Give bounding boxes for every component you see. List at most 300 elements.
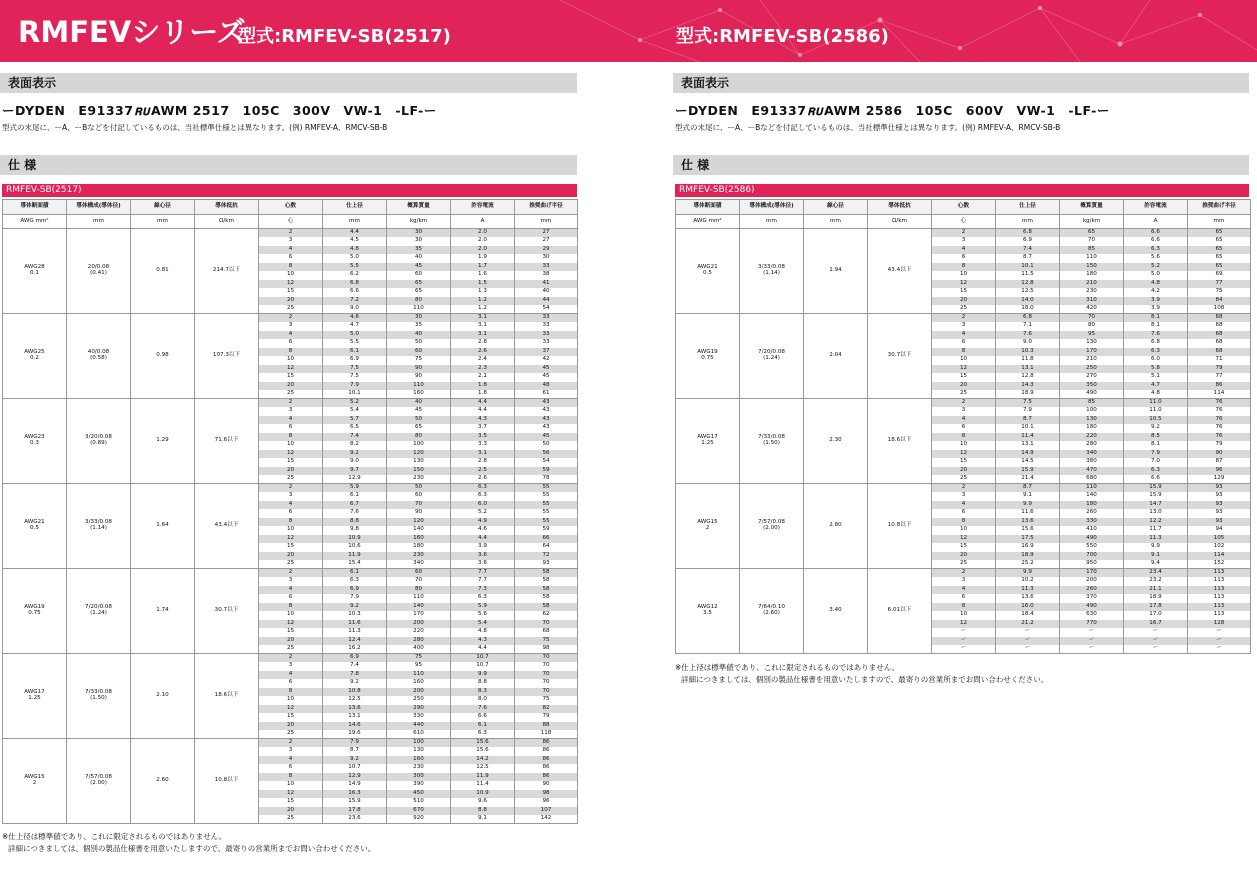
bend-radius-value: 70 <box>515 679 578 688</box>
finished-diameter-value: 5.2 <box>323 399 387 408</box>
bend-radius-value: 68 <box>1188 331 1251 340</box>
ul-mark-icon: 𝐑𝐔 <box>807 107 824 118</box>
cores-value: 25 <box>259 560 323 569</box>
current-value: 23.4 <box>1124 569 1188 578</box>
conductor-diameter-value: (1.50) <box>90 695 107 701</box>
bend-radius-value: 152 <box>1188 560 1251 569</box>
construction-value: 7/57/0.08 <box>85 774 112 781</box>
current-value: 6.6 <box>1124 237 1188 246</box>
weight-value: 80 <box>387 433 451 442</box>
current-value: 16.7 <box>1124 620 1188 629</box>
finished-diameter-value: 6.6 <box>323 288 387 297</box>
resistance-value: 107.3以下 <box>195 314 259 399</box>
table-row <box>3 484 578 493</box>
weight-value: 140 <box>387 603 451 612</box>
weight-value: 440 <box>387 722 451 731</box>
weight-value: 75 <box>387 654 451 663</box>
current-value: 7.0 <box>1124 458 1188 467</box>
unit-header: kg/km <box>1060 215 1124 229</box>
current-value: 17.0 <box>1124 611 1188 620</box>
weight-value: 230 <box>387 552 451 561</box>
weight-value: 450 <box>387 790 451 799</box>
conductor-size-cell <box>3 314 67 399</box>
finished-diameter-value: 16.2 <box>323 645 387 654</box>
cores-value: 8 <box>932 433 996 442</box>
weight-value: 70 <box>1060 314 1124 323</box>
weight-value: 160 <box>387 535 451 544</box>
mm2-value: 0.2 <box>30 355 39 361</box>
bend-radius-value: 29 <box>515 246 578 255</box>
current-value: 8.8 <box>451 679 515 688</box>
cores-value: 4 <box>259 671 323 680</box>
current-value: 6.3 <box>451 730 515 739</box>
current-value: 1.8 <box>451 390 515 399</box>
current-value: 3.6 <box>451 552 515 561</box>
cores-value: 6 <box>932 594 996 603</box>
mm2-value: 2 <box>32 780 37 786</box>
weight-value: 140 <box>387 526 451 535</box>
weight-value: 90 <box>387 365 451 374</box>
right-spec-heading: 仕 様 <box>673 155 1249 175</box>
cores-value: 3 <box>259 747 323 756</box>
cores-value: ー <box>932 628 996 637</box>
finished-diameter-value: 10.1 <box>996 424 1060 433</box>
conductor-diameter-value: (2.00) <box>90 780 107 786</box>
cores-value: 25 <box>259 390 323 399</box>
ul-mark-icon: 𝐑𝐔 <box>134 107 151 118</box>
table-row <box>676 229 1251 238</box>
cores-value: 10 <box>259 526 323 535</box>
conductor-construction-cell <box>67 314 131 399</box>
cores-value: 10 <box>259 271 323 280</box>
resistance-value: 18.6以下 <box>195 654 259 739</box>
weight-value: 260 <box>1060 509 1124 518</box>
current-value: 4.4 <box>451 535 515 544</box>
core-diameter-value: 1.29 <box>131 399 195 484</box>
cores-value: 4 <box>259 586 323 595</box>
finished-diameter-value: 12.8 <box>996 373 1060 382</box>
right-table-title: RMFEV-SB(2586) <box>675 184 1249 197</box>
core-diameter-value: 2.80 <box>804 484 868 569</box>
cores-value: 2 <box>259 399 323 408</box>
finished-diameter-value: 10.3 <box>996 348 1060 357</box>
header-row <box>3 200 578 215</box>
current-value: 5.2 <box>1124 263 1188 272</box>
conductor-construction-cell <box>740 399 804 484</box>
bend-radius-value: ー <box>1188 628 1251 637</box>
resistance-value: 43.4以下 <box>868 229 932 314</box>
cores-value: ー <box>932 645 996 654</box>
bend-radius-value: 76 <box>1188 433 1251 442</box>
finished-diameter-value: 10.3 <box>323 611 387 620</box>
bend-radius-value: 55 <box>515 484 578 493</box>
weight-value: 50 <box>387 339 451 348</box>
construction-value: 7/20/0.08 <box>85 604 112 611</box>
current-value: 3.7 <box>451 424 515 433</box>
column-header: 線心径 <box>804 200 868 215</box>
current-value: 2.8 <box>451 458 515 467</box>
bend-radius-value: 86 <box>515 756 578 765</box>
finished-diameter-value: 14.9 <box>996 450 1060 459</box>
conductor-diameter-value: (1.14) <box>90 525 107 531</box>
cores-value: 25 <box>932 560 996 569</box>
weight-value: 130 <box>1060 339 1124 348</box>
weight-value: 550 <box>1060 543 1124 552</box>
bend-radius-value: 33 <box>515 322 578 331</box>
bend-radius-value: 88 <box>515 722 578 731</box>
bend-radius-value: 64 <box>515 543 578 552</box>
current-value: 4.7 <box>1124 382 1188 391</box>
conductor-diameter-value: (1.24) <box>90 610 107 616</box>
cores-value: 4 <box>932 501 996 510</box>
current-value: 1.3 <box>451 288 515 297</box>
current-value: 3.9 <box>1124 297 1188 306</box>
bend-radius-value: 43 <box>515 407 578 416</box>
construction-value: 3/33/0.08 <box>85 519 112 526</box>
weight-value: 180 <box>1060 424 1124 433</box>
current-value: 6.8 <box>1124 339 1188 348</box>
current-value: 1.7 <box>451 263 515 272</box>
finished-diameter-value: 11.3 <box>323 628 387 637</box>
bend-radius-value: 87 <box>1188 458 1251 467</box>
cores-value: 12 <box>259 450 323 459</box>
current-value: 2.8 <box>451 339 515 348</box>
bend-radius-value: 43 <box>515 416 578 425</box>
current-value: 7.9 <box>1124 450 1188 459</box>
conductor-construction-cell <box>67 484 131 569</box>
weight-value: 290 <box>387 705 451 714</box>
weight-value: 340 <box>1060 450 1124 459</box>
finished-diameter-value: 7.5 <box>996 399 1060 408</box>
current-value: 9.9 <box>1124 543 1188 552</box>
conductor-size-cell <box>3 654 67 739</box>
right-marking-line <box>675 101 1110 119</box>
finished-diameter-value: 7.6 <box>996 331 1060 340</box>
unit-header: mm <box>67 215 131 229</box>
current-value: ー <box>1124 637 1188 646</box>
bend-radius-value: 70 <box>515 654 578 663</box>
cores-value: 8 <box>259 348 323 357</box>
weight-value: 220 <box>387 628 451 637</box>
right-footnote-2: 詳細につきましては、個別の製品仕様書を用意いたしますので、最寄りの営業所までお問い合わせください。 <box>681 675 1049 684</box>
current-value: 4.8 <box>451 628 515 637</box>
weight-value: 200 <box>1060 577 1124 586</box>
bend-radius-value: 68 <box>1188 339 1251 348</box>
finished-diameter-value: 6.1 <box>323 569 387 578</box>
weight-value: 70 <box>1060 237 1124 246</box>
resistance-value: 18.6以下 <box>868 399 932 484</box>
weight-value: 110 <box>1060 254 1124 263</box>
cores-value: 3 <box>932 407 996 416</box>
cores-value: 4 <box>259 246 323 255</box>
weight-value: 70 <box>387 577 451 586</box>
header-banner <box>0 0 1257 62</box>
weight-value: 420 <box>1060 305 1124 314</box>
weight-value: 85 <box>1060 246 1124 255</box>
left-footnote-2: 詳細につきましては、個別の製品仕様書を用意いたしますので、最寄りの営業所までお問い合わせください。 <box>8 844 376 853</box>
finished-diameter-value: 6.8 <box>996 229 1060 238</box>
core-diameter-value: 2.10 <box>131 654 195 739</box>
finished-diameter-value: ー <box>996 628 1060 637</box>
current-value: 2.6 <box>451 348 515 357</box>
weight-value: 300 <box>387 773 451 782</box>
table-row <box>676 484 1251 493</box>
finished-diameter-value: 4.4 <box>323 229 387 238</box>
finished-diameter-value: 14.5 <box>996 458 1060 467</box>
cores-value: 12 <box>259 365 323 374</box>
current-value: 1.2 <box>451 305 515 314</box>
bend-radius-value: 86 <box>515 764 578 773</box>
bend-radius-value: 93 <box>515 560 578 569</box>
awg-value: AWG15 <box>697 519 718 526</box>
current-value: 4.3 <box>451 637 515 646</box>
awg-value: AWG23 <box>24 434 45 441</box>
weight-value: 65 <box>387 424 451 433</box>
current-value: 7.7 <box>451 569 515 578</box>
finished-diameter-value: 11.9 <box>323 552 387 561</box>
conductor-size-cell <box>3 739 67 824</box>
weight-value: 330 <box>1060 518 1124 527</box>
bend-radius-value: 108 <box>1188 305 1251 314</box>
finished-diameter-value: 6.9 <box>323 586 387 595</box>
bend-radius-value: 114 <box>1188 552 1251 561</box>
weight-value: 920 <box>387 815 451 824</box>
unit-header: mm <box>804 215 868 229</box>
resistance-value: 30.7以下 <box>195 569 259 654</box>
conductor-construction-cell <box>740 314 804 399</box>
construction-value: 7/33/0.08 <box>85 689 112 696</box>
current-value: 21.1 <box>1124 586 1188 595</box>
current-value: 4.4 <box>451 407 515 416</box>
finished-diameter-value: ー <box>996 645 1060 654</box>
awg-value: AWG15 <box>24 774 45 781</box>
cores-value: 15 <box>259 543 323 552</box>
unit-header: mm <box>1188 215 1251 229</box>
weight-value: 490 <box>1060 603 1124 612</box>
conductor-size-cell <box>676 314 740 399</box>
bend-radius-value: 56 <box>515 450 578 459</box>
conductor-size-cell <box>676 399 740 484</box>
resistance-value: 71.6以下 <box>195 399 259 484</box>
bend-radius-value: 86 <box>515 747 578 756</box>
weight-value: 280 <box>1060 441 1124 450</box>
weight-value: 210 <box>1060 356 1124 365</box>
current-value: 9.2 <box>1124 424 1188 433</box>
weight-value: 130 <box>1060 416 1124 425</box>
finished-diameter-value: 9.8 <box>323 526 387 535</box>
bend-radius-value: 41 <box>515 280 578 289</box>
conductor-diameter-value: (2.00) <box>763 525 780 531</box>
weight-value: 100 <box>387 739 451 748</box>
finished-diameter-value: 16.0 <box>996 603 1060 612</box>
cores-value: 6 <box>259 509 323 518</box>
bend-radius-value: 33 <box>515 339 578 348</box>
weight-value: 400 <box>387 645 451 654</box>
bend-radius-value: 113 <box>1188 586 1251 595</box>
left-marking-note: 型式の末尾に、ーA、ーBなどを付記しているものは、当社標準仕様とは異なります。(例) RMFEV-A、RMCV-SB-B <box>2 123 388 132</box>
finished-diameter-value: 5.0 <box>323 331 387 340</box>
finished-diameter-value: 6.9 <box>996 237 1060 246</box>
cores-value: 25 <box>932 305 996 314</box>
cores-value: 4 <box>259 331 323 340</box>
cores-value: 12 <box>259 535 323 544</box>
cores-value: 25 <box>932 390 996 399</box>
current-value: 2.1 <box>451 373 515 382</box>
cores-value: 3 <box>259 407 323 416</box>
conductor-size-cell <box>676 569 740 654</box>
current-value: 3.3 <box>451 441 515 450</box>
weight-value: 65 <box>387 280 451 289</box>
finished-diameter-value: 10.1 <box>323 390 387 399</box>
weight-value: 90 <box>387 373 451 382</box>
current-value: 4.6 <box>451 526 515 535</box>
conductor-construction-cell <box>740 569 804 654</box>
finished-diameter-value: 5.5 <box>323 263 387 272</box>
cores-value: 10 <box>259 781 323 790</box>
cores-value: 3 <box>932 322 996 331</box>
cores-value: 2 <box>932 484 996 493</box>
finished-diameter-value: 18.9 <box>996 552 1060 561</box>
weight-value: 80 <box>387 586 451 595</box>
cores-value: 2 <box>932 569 996 578</box>
finished-diameter-value: 9.9 <box>996 569 1060 578</box>
weight-value: 45 <box>387 407 451 416</box>
core-diameter-value: 1.94 <box>804 229 868 314</box>
bend-radius-value: 48 <box>515 382 578 391</box>
current-value: 14.7 <box>1124 501 1188 510</box>
weight-value: 250 <box>1060 365 1124 374</box>
cores-value: 6 <box>259 764 323 773</box>
bend-radius-value: 86 <box>515 739 578 748</box>
conductor-construction-cell <box>67 654 131 739</box>
mm2-value: 0.75 <box>28 610 41 616</box>
bend-radius-value: 75 <box>515 637 578 646</box>
awg-value: AWG21 <box>24 519 45 526</box>
current-value: 6.6 <box>1124 475 1188 484</box>
current-value: ー <box>1124 628 1188 637</box>
cores-value: 25 <box>259 730 323 739</box>
conductor-diameter-value: (0.41) <box>90 270 107 276</box>
weight-value: 35 <box>387 246 451 255</box>
bend-radius-value: 77 <box>1188 280 1251 289</box>
weight-value: 85 <box>1060 399 1124 408</box>
bend-radius-value: 40 <box>515 288 578 297</box>
bend-radius-value: 55 <box>515 509 578 518</box>
finished-diameter-value: ー <box>996 637 1060 646</box>
mm2-value: 0.5 <box>703 270 712 276</box>
cores-value: 12 <box>932 535 996 544</box>
finished-diameter-value: 16.3 <box>323 790 387 799</box>
bend-radius-value: 68 <box>1188 322 1251 331</box>
weight-value: 510 <box>387 798 451 807</box>
finished-diameter-value: 8.7 <box>996 484 1060 493</box>
unit-header: Ω/km <box>195 215 259 229</box>
cores-value: 12 <box>259 620 323 629</box>
column-header: 推奨曲げ半径 <box>1188 200 1251 215</box>
cores-value: 20 <box>259 722 323 731</box>
cores-value: 25 <box>259 815 323 824</box>
cores-value: 10 <box>932 526 996 535</box>
bend-radius-value: 71 <box>1188 356 1251 365</box>
cores-value: 8 <box>932 518 996 527</box>
bend-radius-value: 33 <box>515 263 578 272</box>
conductor-diameter-value: (0.89) <box>90 440 107 446</box>
awg-value: AWG19 <box>697 349 718 356</box>
current-value: 11.0 <box>1124 399 1188 408</box>
current-value: 4.4 <box>451 399 515 408</box>
weight-value: 670 <box>387 807 451 816</box>
finished-diameter-value: 17.8 <box>323 807 387 816</box>
cores-value: 8 <box>259 263 323 272</box>
bend-radius-value: 58 <box>515 594 578 603</box>
current-value: 1.6 <box>451 271 515 280</box>
cores-value: 20 <box>259 637 323 646</box>
finished-diameter-value: 9.2 <box>323 679 387 688</box>
cores-value: 2 <box>259 314 323 323</box>
current-value: 3.5 <box>451 433 515 442</box>
weight-value: 160 <box>387 756 451 765</box>
current-value: 17.8 <box>1124 603 1188 612</box>
cores-value: ー <box>932 637 996 646</box>
current-value: 3.9 <box>451 543 515 552</box>
current-value: 9.9 <box>451 671 515 680</box>
current-value: 15.9 <box>1124 492 1188 501</box>
finished-diameter-value: 11.6 <box>996 509 1060 518</box>
weight-value: 100 <box>1060 407 1124 416</box>
weight-value: 65 <box>387 288 451 297</box>
cores-value: 2 <box>259 654 323 663</box>
cores-value: 20 <box>259 552 323 561</box>
left-spec-table <box>2 199 578 824</box>
weight-value: 35 <box>387 322 451 331</box>
finished-diameter-value: 9.0 <box>996 339 1060 348</box>
bend-radius-value: 76 <box>1188 416 1251 425</box>
weight-value: 110 <box>1060 484 1124 493</box>
finished-diameter-value: 19.6 <box>323 730 387 739</box>
weight-value: 150 <box>387 467 451 476</box>
current-value: 11.7 <box>1124 526 1188 535</box>
unit-row <box>3 215 578 229</box>
cores-value: 6 <box>259 424 323 433</box>
awg-value: AWG28 <box>24 264 45 271</box>
finished-diameter-value: 5.7 <box>323 416 387 425</box>
finished-diameter-value: 6.3 <box>323 577 387 586</box>
finished-diameter-value: 8.7 <box>996 416 1060 425</box>
conductor-construction-cell <box>67 739 131 824</box>
conductor-size-cell <box>3 229 67 314</box>
weight-value: 140 <box>1060 492 1124 501</box>
current-value: 10.7 <box>451 654 515 663</box>
table-row <box>676 314 1251 323</box>
finished-diameter-value: 10.2 <box>996 577 1060 586</box>
current-value: 4.4 <box>451 645 515 654</box>
finished-diameter-value: 12.9 <box>323 773 387 782</box>
weight-value: ー <box>1060 628 1124 637</box>
current-value: 1.5 <box>451 280 515 289</box>
bend-radius-value: 55 <box>515 501 578 510</box>
conductor-size-cell <box>3 569 67 654</box>
current-value: 6.3 <box>451 484 515 493</box>
bend-radius-value: 90 <box>1188 450 1251 459</box>
weight-value: 40 <box>387 399 451 408</box>
right-surface-heading: 表面表示 <box>673 73 1249 93</box>
conductor-diameter-value: (0.58) <box>90 355 107 361</box>
finished-diameter-value: 15.9 <box>323 798 387 807</box>
bend-radius-value: 68 <box>1188 314 1251 323</box>
current-value: 8.5 <box>1124 433 1188 442</box>
unit-header: AWG mm² <box>676 215 740 229</box>
weight-value: 250 <box>387 696 451 705</box>
